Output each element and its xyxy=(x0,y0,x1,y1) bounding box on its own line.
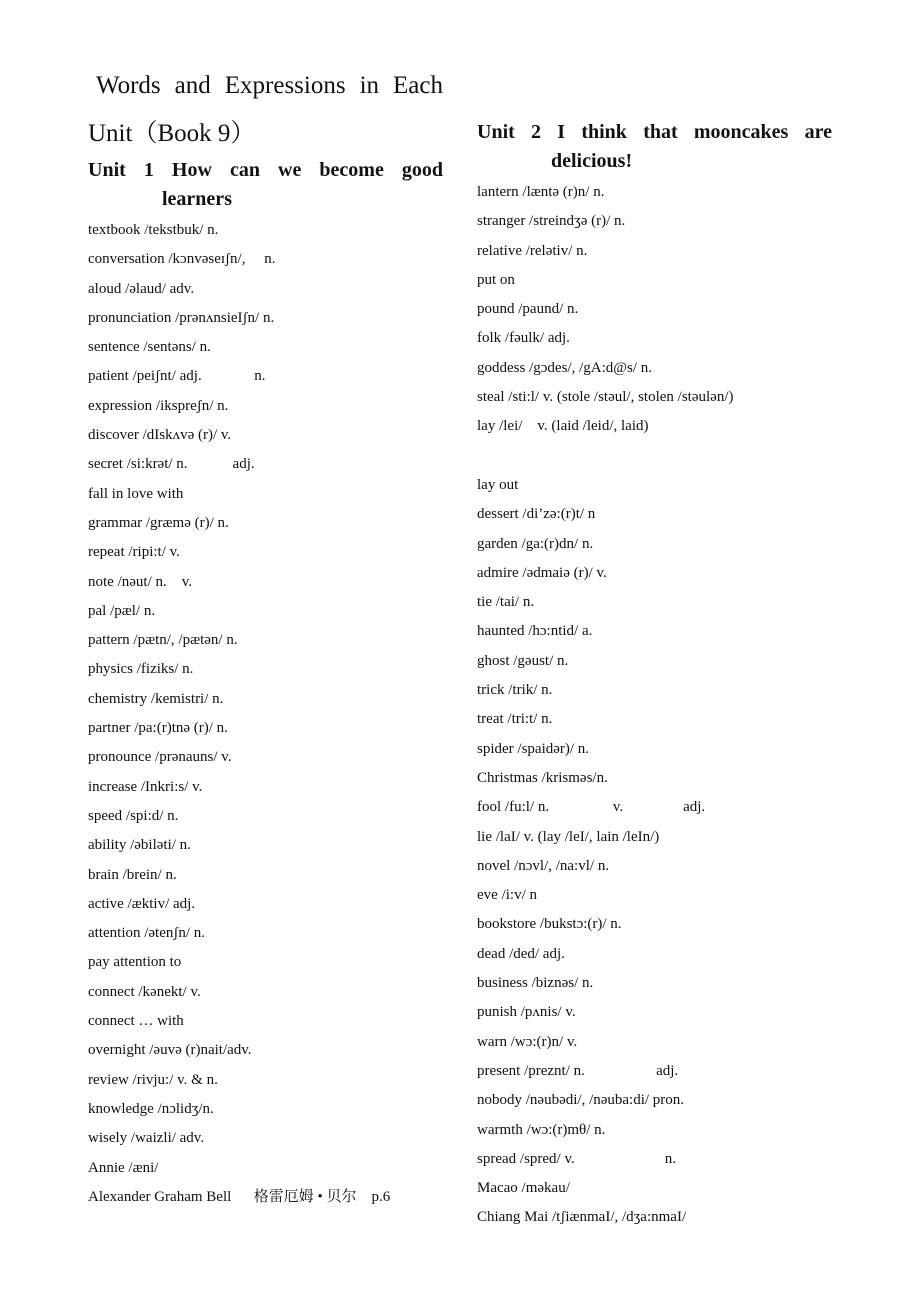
vocab-entry: nobody /nəubədi/, /nəuba:di/ pron. xyxy=(477,1092,685,1109)
vocab-entry: garden /ga:(r)dn/ n. xyxy=(477,535,594,552)
vocab-entry: connect /kənekt/ v. xyxy=(88,983,201,1000)
vocab-entry: connect … with xyxy=(88,1013,184,1030)
vocab-entry: Alexander Graham Bell 格雷厄姆 • 贝尔 p.6 xyxy=(88,1188,391,1205)
vocab-entry: pronounce /prənauns/ v. xyxy=(88,749,232,766)
unit1-heading-line2: learners xyxy=(162,188,232,210)
vocab-entry: business /biznəs/ n. xyxy=(477,975,594,992)
vocab-entry: put on xyxy=(477,271,515,288)
vocab-entry: spread /spred/ v. n. xyxy=(477,1150,676,1167)
unit1-word-list xyxy=(88,216,443,1212)
vocab-entry: pound /paund/ n. xyxy=(477,301,579,318)
vocab-entry: steal /sti:l/ v. (stole /stəul/, stolen /stəulən/) xyxy=(477,389,734,406)
vocab-entry: Christmas /krisməs/n. xyxy=(477,769,608,786)
vocab-entry: haunted /hɔ:ntid/ a. xyxy=(477,623,593,640)
vocab-entry: patient /peiʃnt/ adj. n. xyxy=(88,368,266,385)
vocab-entry: stranger /streindʒə (r)/ n. xyxy=(477,213,626,230)
vocab-entry: pronunciation /prənʌnsieIʃn/ n. xyxy=(88,309,275,326)
vocab-entry: lay out xyxy=(477,476,519,493)
unit2-heading xyxy=(477,118,832,176)
vocab-entry: pattern /pætn/, /pætən/ n. xyxy=(88,632,238,649)
vocab-entry: active /æktiv/ adj. xyxy=(88,895,196,912)
page-title-line1: Words and Expressions in Each xyxy=(96,72,443,99)
vocab-entry: aloud /əlaud/ adv. xyxy=(88,280,195,297)
vocab-entry: treat /tri:t/ n. xyxy=(477,711,553,728)
vocab-entry: tie /tai/ n. xyxy=(477,594,535,611)
vocab-entry: warn /wɔ:(r)n/ v. xyxy=(477,1033,578,1050)
blank-line xyxy=(477,442,832,471)
vocab-entry: secret /si:krət/ n. adj. xyxy=(88,456,255,473)
vocab-entry: punish /pʌnis/ v. xyxy=(477,1004,576,1021)
vocab-entry: trick /trik/ n. xyxy=(477,682,553,699)
vocab-entry: pay attention to xyxy=(88,954,182,971)
vocab-entry: Chiang Mai /tʃiænmaI/, /dʒa:nmaI/ xyxy=(477,1209,687,1226)
vocab-entry: goddess /gɔdes/, /gA:d@s/ n. xyxy=(477,359,653,376)
vocab-entry: spider /spaidər)/ n. xyxy=(477,740,590,757)
vocab-entry: ability /əbiləti/ n. xyxy=(88,837,191,854)
unit2-heading-line2: delicious! xyxy=(551,150,633,172)
page-title xyxy=(88,62,443,158)
vocab-entry: lie /laI/ v. (lay /leI/, lain /leIn/) xyxy=(477,828,660,845)
vocab-entry: textbook /tekstbuk/ n. xyxy=(88,222,219,238)
vocab-entry: present /preznt/ n. adj. xyxy=(477,1062,679,1079)
vocab-entry: folk /fəulk/ adj. xyxy=(477,330,570,347)
vocab-entry: discover /dIskʌvə (r)/ v. xyxy=(88,427,232,444)
vocab-entry: novel /nɔvl/, /na:vl/ n. xyxy=(477,857,610,874)
vocab-entry: knowledge /nɔlidʒ/n. xyxy=(88,1100,214,1117)
vocab-entry: sentence /sentəns/ n. xyxy=(88,339,211,356)
unit1-heading xyxy=(88,156,443,214)
vocab-entry: note /nəut/ n. v. xyxy=(88,573,193,590)
vocab-entry: ghost /gəust/ n. xyxy=(477,652,569,669)
vocab-entry: relative /relətiv/ n. xyxy=(477,242,588,259)
vocab-entry: review /rivju:/ v. & n. xyxy=(88,1071,218,1088)
vocab-entry: eve /i:v/ n xyxy=(477,887,537,904)
vocab-entry: attention /ətenʃn/ n. xyxy=(88,925,206,942)
vocab-entry: chemistry /kemistri/ n. xyxy=(88,690,224,707)
vocab-entry: overnight /əuvə (r)nait/adv. xyxy=(88,1042,252,1059)
unit1-heading-line1: Unit 1 How can we become good xyxy=(88,159,443,181)
vocab-entry: increase /Inkri:s/ v. xyxy=(88,778,203,795)
vocab-entry: partner /pa:(r)tnə (r)/ n. xyxy=(88,720,228,737)
unit2-word-list xyxy=(477,178,832,1233)
vocab-entry: dessert /di’zə:(r)t/ n xyxy=(477,506,596,523)
vocab-entry: fall in love with xyxy=(88,485,184,502)
vocab-entry: speed /spi:d/ n. xyxy=(88,807,179,824)
vocab-entry: physics /fiziks/ n. xyxy=(88,661,194,678)
vocab-entry: conversation /kɔnvəseɪʃn/, n. xyxy=(88,251,276,268)
unit2-heading-line1: Unit 2 I think that mooncakes are xyxy=(477,121,832,143)
vocab-entry: warmth /wɔ:(r)mθ/ n. xyxy=(477,1121,606,1138)
vocab-entry: lay /lei/ v. (laid /leid/, laid) xyxy=(477,418,649,435)
vocab-entry: repeat /ripi:t/ v. xyxy=(88,544,180,561)
vocab-entry: grammar /græmə (r)/ n. xyxy=(88,514,229,531)
vocab-entry: fool /fu:l/ n. v. adj. xyxy=(477,799,706,816)
vocab-entry: Annie /æni/ xyxy=(88,1159,159,1176)
vocab-entry: bookstore /bukstɔ:(r)/ n. xyxy=(477,916,622,933)
vocab-entry: pal /pæl/ n. xyxy=(88,602,156,619)
vocab-entry: lantern /læntə (r)n/ n. xyxy=(477,184,605,200)
vocab-entry: expression /ikspreʃn/ n. xyxy=(88,397,229,414)
vocab-entry: Macao /məkau/ xyxy=(477,1180,570,1197)
vocab-entry: wisely /waizli/ adv. xyxy=(88,1130,205,1147)
vocab-entry: dead /ded/ adj. xyxy=(477,945,565,962)
vocab-entry: admire /ədmaiə (r)/ v. xyxy=(477,564,607,581)
page-title-line2: Unit（Book 9） xyxy=(88,120,256,147)
vocab-entry: brain /brein/ n. xyxy=(88,866,177,883)
